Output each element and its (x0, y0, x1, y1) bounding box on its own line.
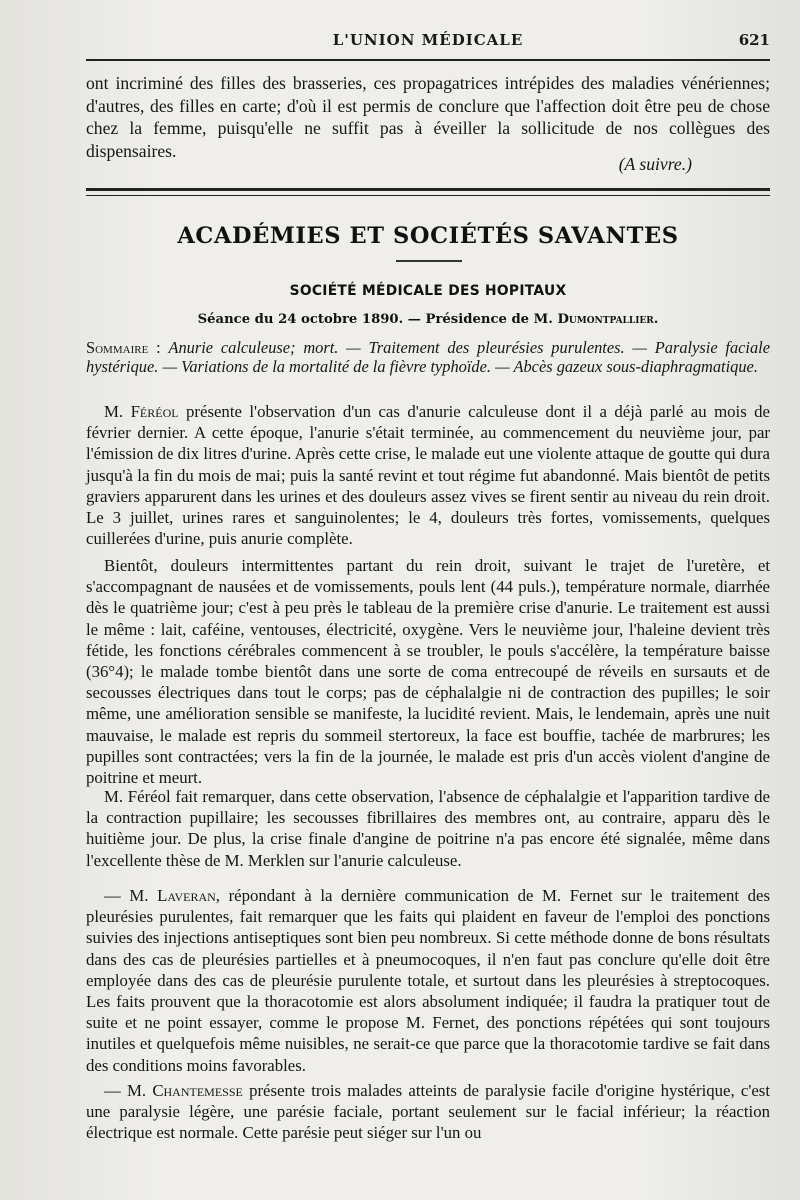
society-heading: SOCIÉTÉ MÉDICALE DES HOPITAUX (289, 283, 567, 299)
speaker-prefix: M. (104, 402, 131, 421)
speaker-prefix: — M. (104, 1081, 153, 1100)
to-be-continued: (A suivre.) (618, 154, 692, 174)
summary-label: Sommaire : (86, 338, 161, 357)
paragraph-text: présente trois malades atteints de paralysie facile d'origine hystérique, c'est une paralysie légère, une parésie faciale, portant seulement sur le facial inférieur; la réaction électrique est normale. Cette parésie peut siéger sur l'un ou (86, 1081, 770, 1143)
paragraph-chantemesse (86, 1080, 770, 1144)
session-text: Séance du 24 octobre 1890. — Présidence de M. (197, 312, 553, 327)
page-header (86, 27, 770, 53)
paragraph-text: Bientôt, douleurs intermittentes partant du rein droit, suivant le trajet de l'uretère, et s'accompagnant de nausées et de vomissements, pouls lent (44 puls.), température normale, diarrhée dès le quatrième jour; c'est à peu près le tableau de la première crise d'anurie. Le traitement est aussi le même : lait, caféine, ventouses, électricité, oxygène. Vers le neuvième jour, l'haleine devient très fétide, les fonctions cérébrales commencent à se troubler, le pouls s'accélère, la température baisse (36°4); le malade tombe bientôt dans une sorte de coma entrecoupé de réveils en sursauts et de secousses électriques dans tout le corps; pas de céphalalgie ni de contraction des pupilles; le soir même, une amélioration sensible se manifeste, la lucidité revient. Mais, le lendemain, après une nuit mauvaise, le malade est repris du sommeil stertoreux, la face est bouffie, tachée de marbrures; les pupilles sont contractées; vers la fin de la journée, le malade est pris d'un accès violent d'angine de poitrine et meurt. (86, 556, 770, 788)
paragraph-text: présente l'observation d'un cas d'anurie calculeuse dont il a déjà parlé au mois de février dernier. A cette époque, l'anurie s'était terminée, au commencement du neuvième jour, par l'émission de dix litres d'urine. Après cette crise, le malade eut une violente attaque de goutte qui dura jusqu'à la fin du mois de mai; puis la santé revint et tout régime fut abandonné. Mais bientôt de petits graviers apparurent dans les urines et des douleurs assez vives se firent sentir au niveau du rein droit. Le 3 juillet, urines rares et sanguinolentes; le 4, douleurs très fortes, vomissements, quelques cuillerées d'urine, puis anurie complète. (86, 402, 771, 549)
page-number: 621 (738, 31, 770, 49)
session-line (86, 312, 770, 327)
header-rule (86, 59, 770, 61)
paragraph-text: , répondant à la dernière communication de M. Fernet sur le traitement des pleurésies purulentes, fait remarquer que les faits qui plaident en faveur de l'emploi des ponctions suivies des injections antiseptiques sont bien peu nombreux. Si cette méthode donne de bons résultats dans des cas de pleurésies partielles et à pneumocoques, il n'en faut pas conclure qu'elle doit être employée dans des cas de pleurésie purulente totale, et surtout dans les pleurésies à streptocoques. Les faits prouvent que la thoracotomie est alors absolument indiquée; il faudra la pratiquer tout de suite et ne point essayer, comme le propose M. Fernet, des ponctions répétées qui sont toujours inutiles et quelquefois même nuisibles, ne serait-ce que parce que la thoracotomie tardive se fait dans des conditions moins favorables. (86, 886, 770, 1075)
continuation-paragraph: ont incriminé des filles des brasseries, ces propagatrices intrépides des maladies vénériennes; d'autres, des filles en carte; d'où il est permis de conclure que l'affection doit être peu de chose chez la femme, puisqu'elle ne suffit pas à éveiller la sollicitude de nos collègues des dispensaires. (86, 73, 770, 161)
section-rule-bottom (86, 195, 770, 196)
speaker-name: Féréol (130, 402, 179, 421)
running-title: L'UNION MÉDICALE (332, 31, 524, 49)
paragraph-laveran (86, 885, 770, 1076)
speaker-name: Laveran (157, 886, 216, 905)
speaker-name: Chantemesse (152, 1081, 243, 1100)
paragraph-remarks (86, 786, 770, 871)
paragraph-evolution (86, 555, 770, 788)
session-president: Dumontpallier. (557, 312, 659, 327)
section-rule-top (86, 188, 770, 191)
speaker-prefix: — M. (104, 886, 158, 905)
paragraph-fereol (86, 401, 770, 549)
section-title: ACADÉMIES ET SOCIÉTÉS SAVANTES (177, 223, 679, 249)
summary-items: Anurie calculeuse; mort. — Traitement des pleurésies purulentes. — Paralysie faciale hystérique. — Variations de la mortalité de la fièvre typhoïde. — Abcès gazeux sous-diaphragmatique. (86, 338, 771, 376)
summary (86, 338, 770, 376)
paragraph-text: M. Féréol fait remarquer, dans cette observation, l'absence de céphalalgie et l'apparition tardive de la contraction pupillaire; les secousses fibrillaires des membres ont, au contraire, apparu dès le huitième jour. De plus, la crise finale d'angine de poitrine n'a pas encore été signalée, même dans l'excellente thèse de M. Merklen sur l'anurie calculeuse. (86, 787, 770, 870)
title-ornament-rule (396, 260, 462, 262)
